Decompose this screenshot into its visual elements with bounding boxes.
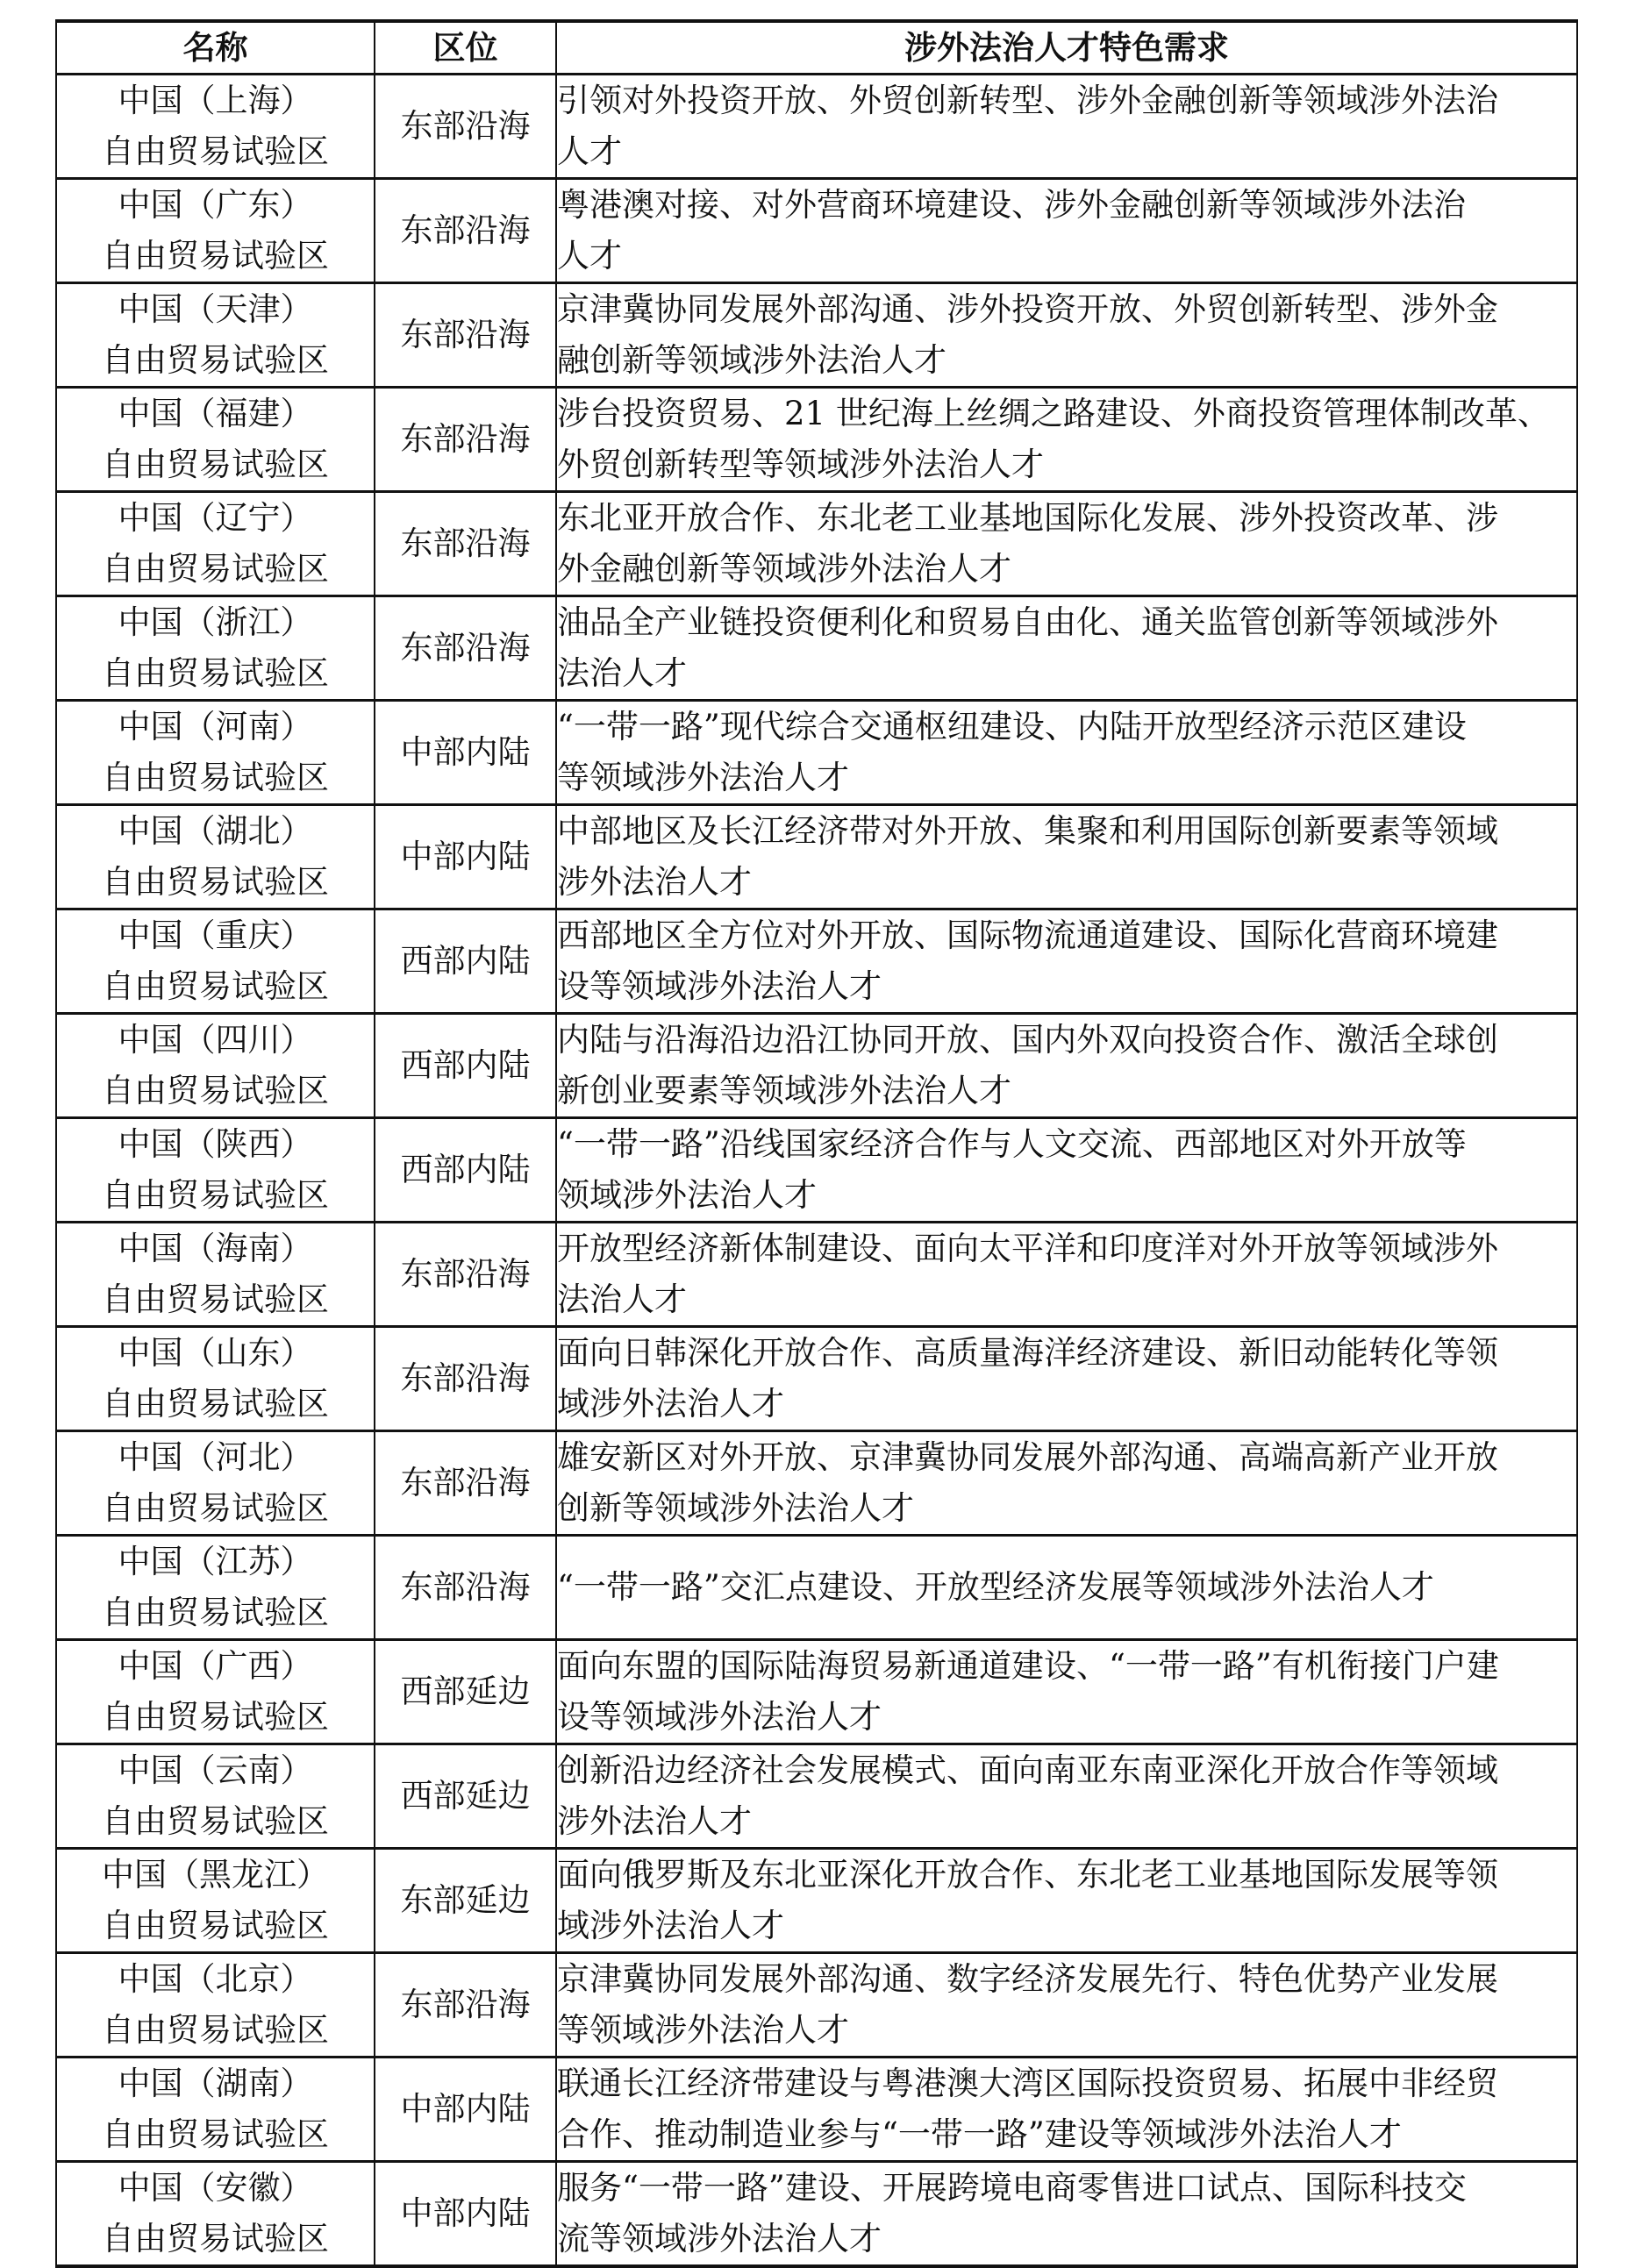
name-line-2: 自由贸易试验区: [102, 863, 329, 901]
demand-line: 人才: [557, 132, 622, 170]
table-row: [56, 283, 1577, 388]
name-line-1: 中国（山东）: [118, 1334, 313, 1372]
cell-name: [56, 1953, 375, 2058]
name-line-2: 自由贸易试验区: [102, 132, 329, 170]
zone-label: 西部延边: [400, 1672, 531, 1710]
name-line-2: 自由贸易试验区: [102, 1698, 329, 1736]
cell-name: [56, 1118, 375, 1223]
name-line-2: 自由贸易试验区: [102, 550, 329, 588]
table-row: [56, 909, 1577, 1014]
cell-name: [56, 283, 375, 388]
name-line-2: 自由贸易试验区: [102, 341, 329, 379]
cell-name: [56, 179, 375, 283]
name-line-1: 中国（四川）: [118, 1021, 313, 1059]
cell-zone: [375, 1849, 556, 1953]
name-line-2: 自由贸易试验区: [102, 1489, 329, 1527]
cell-name: [56, 1640, 375, 1744]
demand-line: 面向东盟的国际陆海贸易新通道建设、“一带一路”有机衔接门户建: [557, 1647, 1499, 1685]
name-line-2: 自由贸易试验区: [102, 237, 329, 275]
cell-name: [56, 492, 375, 596]
zone-label: 东部沿海: [400, 1986, 531, 2023]
demand-line: 涉外法治人才: [557, 863, 752, 901]
demand-line: 京津冀协同发展外部沟通、涉外投资开放、外贸创新转型、涉外金: [557, 290, 1498, 328]
header-demand: 涉外法治人才特色需求: [556, 21, 1577, 75]
name-line-1: 中国（河南）: [118, 708, 313, 745]
cell-name: [56, 1327, 375, 1431]
zone-label: 东部延边: [400, 1881, 531, 1919]
zone-label: 东部沿海: [400, 107, 531, 145]
demand-line: 创新沿边经济社会发展模式、面向南亚东南亚深化开放合作等领域: [557, 1751, 1498, 1789]
cell-demand: [556, 75, 1577, 179]
zone-label: 中部内陆: [400, 733, 531, 771]
cell-demand: [556, 2162, 1577, 2267]
cell-name: [56, 2058, 375, 2162]
cell-zone: [375, 1014, 556, 1118]
table-row: [56, 1014, 1577, 1118]
cell-zone: [375, 388, 556, 492]
zone-label: 西部内陆: [400, 1046, 531, 1084]
demand-line: 创新等领域涉外法治人才: [557, 1489, 914, 1527]
zone-label: 中部内陆: [400, 838, 531, 875]
demand-line: 面向俄罗斯及东北亚深化开放合作、东北老工业基地国际发展等领: [557, 1856, 1498, 1894]
name-line-1: 中国（重庆）: [118, 916, 313, 954]
name-line-1: 中国（云南）: [118, 1751, 313, 1789]
demand-line: 合作、推动制造业参与“一带一路”建设等领域涉外法治人才: [557, 2115, 1402, 2153]
zone-label: 东部沿海: [400, 1359, 531, 1397]
demand-line: 流等领域涉外法治人才: [557, 2220, 882, 2257]
name-line-1: 中国（广西）: [118, 1647, 313, 1685]
cell-zone: [375, 1744, 556, 1849]
table-row: [56, 179, 1577, 283]
cell-demand: [556, 1849, 1577, 1953]
cell-zone: [375, 1327, 556, 1431]
table-row: [56, 805, 1577, 909]
zone-label: 东部沿海: [400, 211, 531, 249]
demand-line: 面向日韩深化开放合作、高质量海洋经济建设、新旧动能转化等领: [557, 1334, 1498, 1372]
zone-label: 东部沿海: [400, 524, 531, 562]
table-row: [56, 1953, 1577, 2058]
demand-line: 融创新等领域涉外法治人才: [557, 341, 946, 379]
cell-demand: [556, 701, 1577, 805]
cell-name: [56, 1431, 375, 1536]
cell-demand: [556, 2058, 1577, 2162]
cell-zone: [375, 179, 556, 283]
table-row: [56, 1118, 1577, 1223]
cell-demand: [556, 1431, 1577, 1536]
cell-name: [56, 805, 375, 909]
cell-zone: [375, 1640, 556, 1744]
table-row: [56, 2058, 1577, 2162]
name-line-1: 中国（上海）: [118, 82, 313, 119]
zone-label: 东部沿海: [400, 1568, 531, 1606]
cell-demand: [556, 1536, 1577, 1640]
name-line-2: 自由贸易试验区: [102, 2115, 329, 2153]
demand-line: 新创业要素等领域涉外法治人才: [557, 1072, 1011, 1109]
table-row: [56, 492, 1577, 596]
cell-zone: [375, 701, 556, 805]
name-line-2: 自由贸易试验区: [102, 1072, 329, 1109]
zone-label: 东部沿海: [400, 1464, 531, 1501]
cell-demand: [556, 388, 1577, 492]
name-line-1: 中国（陕西）: [118, 1125, 313, 1163]
demand-line: 引领对外投资开放、外贸创新转型、涉外金融创新等领域涉外法治: [557, 82, 1498, 119]
cell-demand: [556, 492, 1577, 596]
zone-label: 中部内陆: [400, 2194, 531, 2232]
demand-line: 开放型经济新体制建设、面向太平洋和印度洋对外开放等领域涉外: [557, 1230, 1498, 1267]
cell-name: [56, 909, 375, 1014]
demand-line: 东北亚开放合作、东北老工业基地国际化发展、涉外投资改革、涉: [557, 499, 1498, 537]
demand-line: “一带一路”交汇点建设、开放型经济发展等领域涉外法治人才: [557, 1568, 1434, 1606]
cell-name: [56, 701, 375, 805]
name-line-2: 自由贸易试验区: [102, 1385, 329, 1423]
cell-name: [56, 1744, 375, 1849]
name-line-1: 中国（江苏）: [118, 1543, 313, 1580]
table-row: [56, 701, 1577, 805]
name-line-2: 自由贸易试验区: [102, 1907, 329, 1944]
cell-demand: [556, 1118, 1577, 1223]
cell-demand: [556, 179, 1577, 283]
cell-zone: [375, 1536, 556, 1640]
header-name: 名称: [56, 21, 375, 75]
cell-zone: [375, 1953, 556, 2058]
cell-demand: [556, 1223, 1577, 1327]
zone-label: 西部延边: [400, 1777, 531, 1815]
cell-zone: [375, 1223, 556, 1327]
demand-line: 粤港澳对接、对外营商环境建设、涉外金融创新等领域涉外法治: [557, 186, 1466, 224]
cell-demand: [556, 283, 1577, 388]
cell-demand: [556, 1327, 1577, 1431]
free-trade-zone-table: [55, 19, 1578, 2268]
cell-zone: [375, 283, 556, 388]
cell-zone: [375, 805, 556, 909]
cell-demand: [556, 1640, 1577, 1744]
cell-name: [56, 1014, 375, 1118]
cell-name: [56, 388, 375, 492]
cell-demand: [556, 909, 1577, 1014]
cell-name: [56, 2162, 375, 2267]
table-row: [56, 2162, 1577, 2267]
cell-name: [56, 1536, 375, 1640]
table-row: [56, 75, 1577, 179]
table-header-row: [56, 21, 1577, 75]
demand-line: 人才: [557, 237, 622, 275]
demand-line: 领域涉外法治人才: [557, 1176, 817, 1214]
name-line-1: 中国（黑龙江）: [102, 1856, 329, 1894]
name-line-1: 中国（福建）: [118, 395, 313, 432]
demand-line: 联通长江经济带建设与粤港澳大湾区国际投资贸易、拓展中非经贸: [557, 2065, 1498, 2102]
cell-zone: [375, 492, 556, 596]
demand-line: 内陆与沿海沿边沿江协同开放、国内外双向投资合作、激活全球创: [557, 1021, 1498, 1059]
name-line-2: 自由贸易试验区: [102, 446, 329, 483]
table-row: [56, 388, 1577, 492]
zone-label: 西部内陆: [400, 1151, 531, 1188]
name-line-2: 自由贸易试验区: [102, 1280, 329, 1318]
demand-line: 雄安新区对外开放、京津冀协同发展外部沟通、高端高新产业开放: [557, 1438, 1498, 1476]
cell-zone: [375, 75, 556, 179]
cell-name: [56, 596, 375, 701]
zone-label: 东部沿海: [400, 420, 531, 458]
name-line-1: 中国（北京）: [118, 1960, 313, 1998]
table-row: [56, 596, 1577, 701]
cell-zone: [375, 1118, 556, 1223]
demand-line: 域涉外法治人才: [557, 1385, 784, 1423]
demand-line: 涉外法治人才: [557, 1802, 752, 1840]
table-row: [56, 1640, 1577, 1744]
demand-line: 服务“一带一路”建设、开展跨境电商零售进口试点、国际科技交: [557, 2169, 1467, 2207]
cell-zone: [375, 2058, 556, 2162]
cell-name: [56, 1849, 375, 1953]
demand-line: 京津冀协同发展外部沟通、数字经济发展先行、特色优势产业发展: [557, 1960, 1498, 1998]
name-line-1: 中国（湖南）: [118, 2065, 313, 2102]
name-line-1: 中国（河北）: [118, 1438, 313, 1476]
name-line-2: 自由贸易试验区: [102, 759, 329, 796]
name-line-2: 自由贸易试验区: [102, 967, 329, 1005]
demand-line: 等领域涉外法治人才: [557, 2011, 849, 2049]
name-line-2: 自由贸易试验区: [102, 2220, 329, 2257]
table-row: [56, 1327, 1577, 1431]
demand-line: 法治人才: [557, 654, 687, 692]
demand-line: 外贸创新转型等领域涉外法治人才: [557, 446, 1044, 483]
name-line-2: 自由贸易试验区: [102, 1176, 329, 1214]
demand-line: “一带一路”现代综合交通枢纽建设、内陆开放型经济示范区建设: [557, 708, 1467, 745]
table-row: [56, 1223, 1577, 1327]
demand-line: “一带一路”沿线国家经济合作与人文交流、西部地区对外开放等: [557, 1125, 1467, 1163]
name-line-2: 自由贸易试验区: [102, 1594, 329, 1631]
table-body: [56, 75, 1577, 2267]
zone-label: 中部内陆: [400, 2090, 531, 2128]
demand-line: 设等领域涉外法治人才: [557, 1698, 882, 1736]
zone-label: 东部沿海: [400, 629, 531, 667]
demand-line: 中部地区及长江经济带对外开放、集聚和利用国际创新要素等领域: [557, 812, 1498, 850]
name-line-1: 中国（天津）: [118, 290, 313, 328]
cell-name: [56, 1223, 375, 1327]
cell-demand: [556, 1014, 1577, 1118]
name-line-2: 自由贸易试验区: [102, 654, 329, 692]
demand-line: 法治人才: [557, 1280, 687, 1318]
cell-zone: [375, 596, 556, 701]
demand-line: 设等领域涉外法治人才: [557, 967, 882, 1005]
zone-label: 东部沿海: [400, 1255, 531, 1293]
name-line-2: 自由贸易试验区: [102, 1802, 329, 1840]
table-row: [56, 1536, 1577, 1640]
name-line-2: 自由贸易试验区: [102, 2011, 329, 2049]
cell-demand: [556, 1953, 1577, 2058]
header-zone: 区位: [375, 21, 556, 75]
name-line-1: 中国（海南）: [118, 1230, 313, 1267]
zone-label: 东部沿海: [400, 316, 531, 353]
demand-line: 涉台投资贸易、21 世纪海上丝绸之路建设、外商投资管理体制改革、: [557, 395, 1550, 432]
name-line-1: 中国（辽宁）: [118, 499, 313, 537]
name-line-1: 中国（广东）: [118, 186, 313, 224]
name-line-1: 中国（浙江）: [118, 603, 313, 641]
demand-line: 外金融创新等领域涉外法治人才: [557, 550, 1011, 588]
name-line-1: 中国（安徽）: [118, 2169, 313, 2207]
cell-demand: [556, 596, 1577, 701]
cell-demand: [556, 805, 1577, 909]
cell-demand: [556, 1744, 1577, 1849]
name-line-1: 中国（湖北）: [118, 812, 313, 850]
cell-name: [56, 75, 375, 179]
demand-line: 等领域涉外法治人才: [557, 759, 849, 796]
table-row: [56, 1744, 1577, 1849]
cell-zone: [375, 909, 556, 1014]
cell-zone: [375, 2162, 556, 2267]
demand-line: 域涉外法治人才: [557, 1907, 784, 1944]
zone-label: 西部内陆: [400, 942, 531, 980]
cell-zone: [375, 1431, 556, 1536]
table-row: [56, 1849, 1577, 1953]
demand-line: 西部地区全方位对外开放、国际物流通道建设、国际化营商环境建: [557, 916, 1498, 954]
table-row: [56, 1431, 1577, 1536]
demand-line: 油品全产业链投资便利化和贸易自由化、通关监管创新等领域涉外: [557, 603, 1498, 641]
